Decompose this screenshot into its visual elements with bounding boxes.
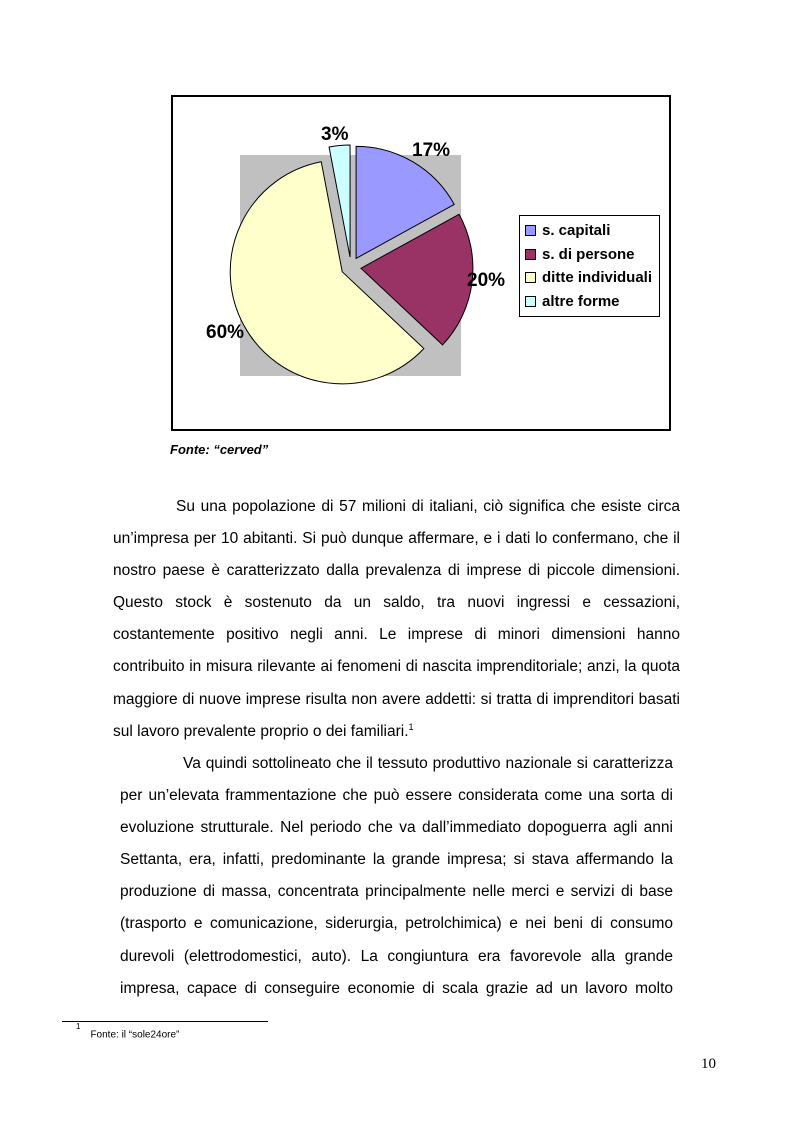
legend-item	[520, 290, 659, 314]
legend-swatch	[525, 249, 536, 260]
text-line: per un’elevata frammentazione che può essere considerata come una sorta di	[120, 787, 673, 805]
footnote-separator	[62, 1021, 268, 1022]
page-number: 10	[701, 1056, 716, 1072]
text-line: Questo stock è sostenuto da un saldo, tra nuovi ingressi e cessazioni,	[113, 594, 680, 612]
footnote-number: 1	[76, 1022, 81, 1031]
text-line: contribuito in misura rilevante ai fenomeni di nascita imprenditoriale; anzi, la quota	[113, 658, 680, 676]
text-line: costantemente positivo negli anni. Le imprese di minori dimensioni hanno	[113, 626, 680, 644]
chart-source: Fonte: “cerved”	[170, 442, 269, 457]
paragraph-1	[113, 491, 680, 748]
text-line: Settanta, era, infatti, predominante la grande impresa; si stava affermando la	[120, 851, 673, 869]
legend-item	[520, 219, 659, 243]
text-line: nostro paese è caratterizzato dalla prevalenza di imprese di piccole dimensioni.	[113, 562, 680, 580]
paragraph-2	[120, 748, 673, 1005]
legend-label: s. di persone	[542, 245, 635, 263]
legend-swatch	[525, 272, 536, 283]
pie-label-ditte-individuali: 60%	[206, 322, 245, 343]
text-line: maggiore di nuove imprese risulta non avere addetti: si tratta di imprenditori basati	[113, 690, 680, 708]
text-line-content: sul lavoro prevalente proprio o dei familiari.	[113, 722, 409, 740]
footnote-marker: 1	[408, 721, 414, 732]
legend-label: altre forme	[542, 292, 620, 310]
text-line: (trasporto e comunicazione, siderurgia, petrolchimica) e nei beni di consumo	[120, 915, 673, 933]
pie-label-s-di-persone: 20%	[467, 270, 506, 291]
legend-item	[520, 266, 659, 290]
legend-swatch	[525, 225, 536, 236]
footnote	[76, 1022, 180, 1041]
legend-item	[520, 243, 659, 267]
legend-label: ditte individuali	[542, 269, 653, 287]
text-line: impresa, capace di conseguire economie di scala grazie ad un lavoro molto	[120, 979, 673, 997]
chart-legend	[519, 215, 660, 317]
legend-label: s. capitali	[542, 222, 611, 240]
text-line: evoluzione strutturale. Nel periodo che va dall’immediato dopoguerra agli anni	[120, 819, 673, 837]
pie-label-altre-forme: 3%	[321, 124, 349, 145]
legend-swatch	[525, 296, 536, 307]
text-line: Su una popolazione di 57 milioni di italiani, ciò significa che esiste circa	[176, 498, 680, 515]
text-line-last	[113, 716, 680, 748]
pie-chart-frame	[171, 95, 671, 431]
text-line: Va quindi sottolineato che il tessuto produttivo nazionale si caratterizza	[183, 755, 673, 772]
pie-label-s-capitali: 17%	[412, 140, 451, 161]
text-line: un’impresa per 10 abitanti. Si può dunque affermare, e i dati lo confermano, che il	[113, 530, 680, 548]
footnote-text: Fonte: il “sole24ore”	[90, 1029, 180, 1041]
text-line: produzione di massa, concentrata principalmente nelle merci e servizi di base	[120, 883, 673, 901]
text-line: durevoli (elettrodomestici, auto). La congiuntura era favorevole alla grande	[120, 947, 673, 965]
